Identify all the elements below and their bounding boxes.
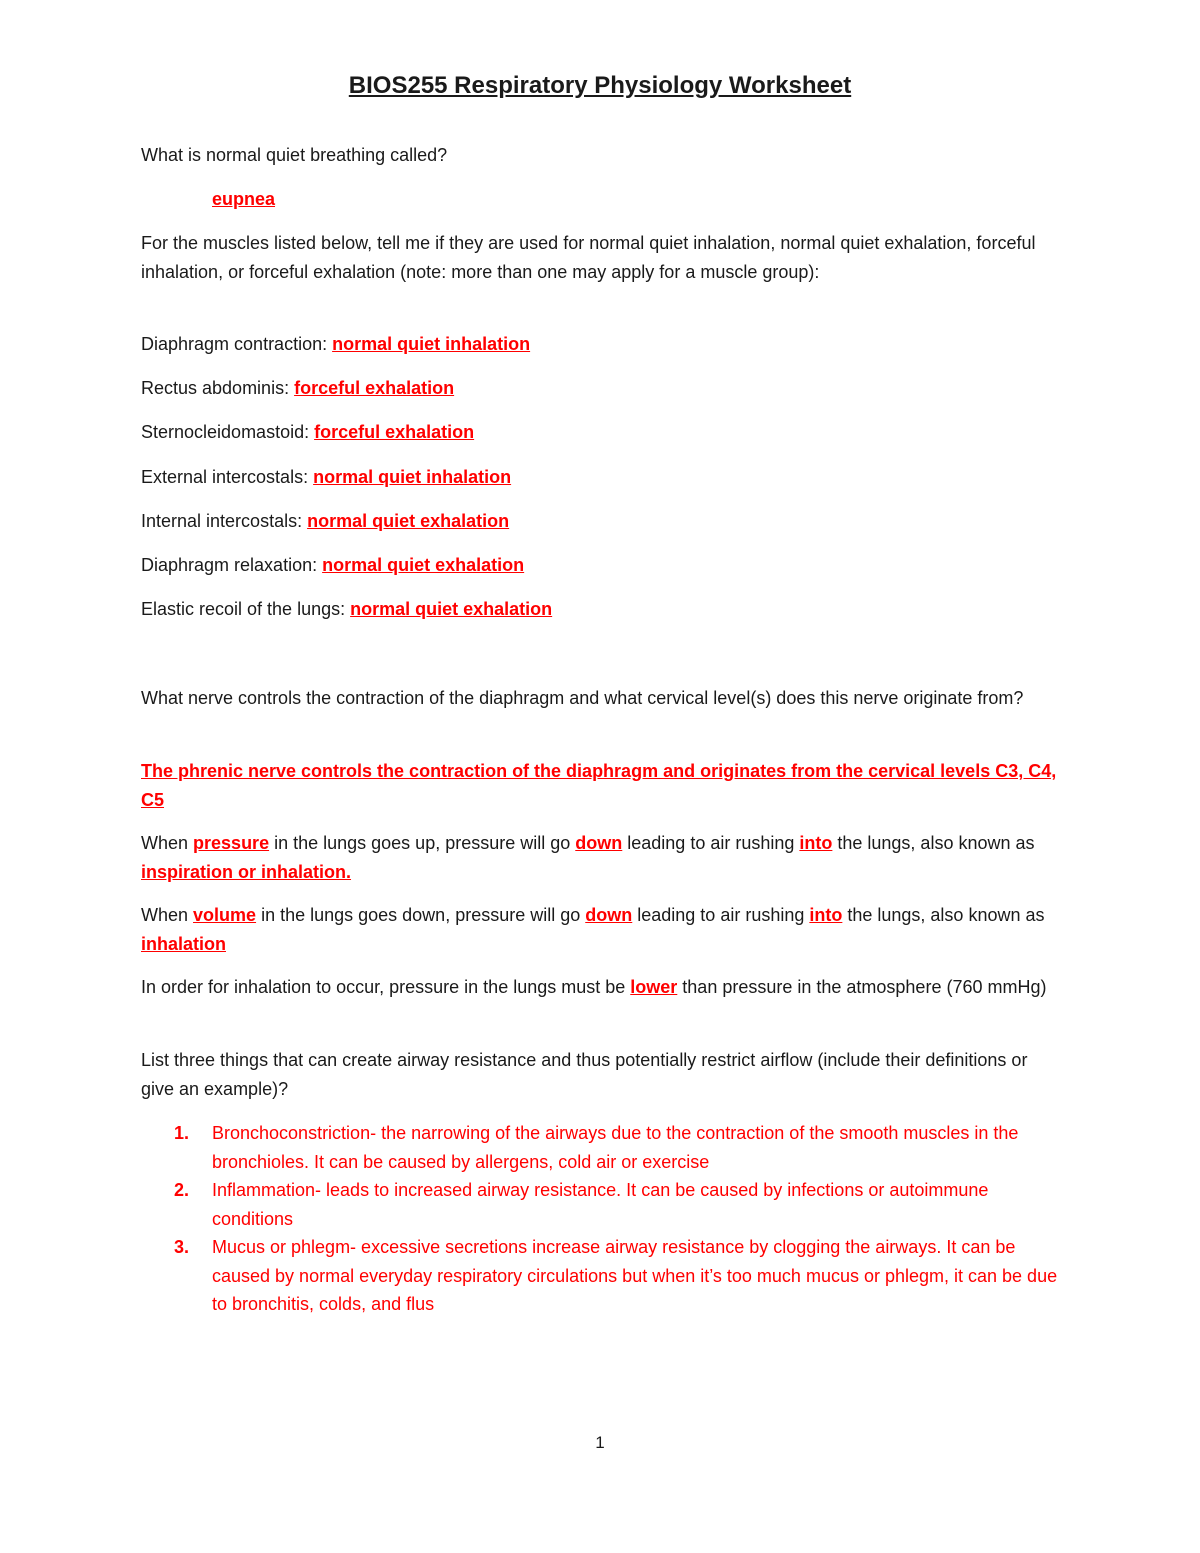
muscle-label: Diaphragm relaxation: — [141, 555, 323, 575]
muscle-row — [141, 330, 1061, 359]
question-phrenic-nerve: What nerve controls the contraction of the diaphragm and what cervical level(s) does this nerve originate from? — [141, 688, 1024, 708]
sentence-pressure — [141, 829, 1061, 887]
muscle-row — [141, 595, 1061, 624]
question-quiet-breathing: What is normal quiet breathing called? — [141, 145, 448, 165]
sentence-text: in the lungs goes down, pressure will go — [256, 905, 586, 925]
sentence-inhalation — [141, 973, 1061, 1002]
sentence-text: When — [141, 905, 194, 925]
muscle-answer: forceful exhalation — [294, 378, 455, 398]
answer-blank: inhalation — [141, 934, 226, 954]
list-item — [141, 1233, 1061, 1319]
answer-blank: inspiration or inhalation. — [141, 862, 352, 882]
answer-blank: down — [575, 833, 623, 853]
sentence-text: In order for inhalation to occur, pressure in the lungs must be — [141, 977, 631, 997]
answer-phrenic-nerve — [141, 757, 1061, 815]
answer-text: eupnea — [212, 189, 276, 209]
muscles-instructions: For the muscles listed below, tell me if they are used for normal quiet inhalation, normal quiet exhalation, forceful inhalation, or forceful exhalation (note: more than one may apply for a muscle group): — [141, 233, 1036, 282]
answer-blank: lower — [630, 977, 678, 997]
muscle-label: Sternocleidomastoid: — [141, 422, 315, 442]
sentence-text: than pressure in the atmosphere (760 mmHg) — [677, 977, 1047, 997]
muscle-answer: normal quiet inhalation — [313, 467, 512, 487]
sentence-text: the lungs, also known as — [832, 833, 1035, 853]
muscle-answer: normal quiet exhalation — [350, 599, 553, 619]
list-item-text: Bronchoconstriction- the narrowing of the airways due to the contraction of the smooth muscles in the bronchioles. It can be caused by allergens, cold air or exercise — [212, 1123, 1019, 1172]
muscle-row — [141, 418, 1061, 447]
sentence-text: the lungs, also known as — [842, 905, 1045, 925]
muscle-label: Elastic recoil of the lungs: — [141, 599, 351, 619]
list-item-text: Mucus or phlegm- excessive secretions increase airway resistance by clogging the airways. It can be caused by normal everyday respiratory circulations but when it’s too much mucus or phlegm, it can be due to bronchitis, colds, and flus — [212, 1237, 1058, 1314]
muscle-row — [141, 551, 1061, 580]
answer-blank: into — [809, 905, 843, 925]
answer-text: The phrenic nerve controls the contraction of the diaphragm and originates from the cervical levels C3, C4, C5 — [141, 761, 1057, 810]
muscle-label: External intercostals: — [141, 467, 314, 487]
muscle-label: Rectus abdominis: — [141, 378, 295, 398]
list-item-text: Inflammation- leads to increased airway resistance. It can be caused by infections or autoimmune conditions — [212, 1180, 989, 1229]
muscle-row — [141, 374, 1061, 403]
list-item — [141, 1119, 1061, 1176]
muscle-label: Diaphragm contraction: — [141, 334, 333, 354]
muscle-row — [141, 507, 1061, 536]
answer-blank: pressure — [193, 833, 270, 853]
list-number: 1. — [174, 1123, 190, 1143]
sentence-text: in the lungs goes up, pressure will go — [269, 833, 576, 853]
question-airway-resistance: List three things that can create airway resistance and thus potentially restrict airflow (include their definitions or give an example)? — [141, 1050, 1028, 1099]
answer-blank: into — [799, 833, 833, 853]
muscle-answer: normal quiet inhalation — [332, 334, 531, 354]
page-number: 1 — [595, 1433, 605, 1452]
answer-quiet-breathing — [212, 185, 1132, 214]
sentence-text: When — [141, 833, 194, 853]
list-item — [141, 1176, 1061, 1233]
worksheet-title: BIOS255 Respiratory Physiology Worksheet — [348, 72, 852, 99]
sentence-text: leading to air rushing — [622, 833, 800, 853]
muscle-answer: normal quiet exhalation — [322, 555, 525, 575]
resistance-list — [141, 1119, 1061, 1319]
list-number: 3. — [174, 1237, 190, 1257]
answer-blank: volume — [193, 905, 257, 925]
muscle-row — [141, 463, 1061, 492]
muscle-label: Internal intercostals: — [141, 511, 308, 531]
sentence-volume — [141, 901, 1061, 959]
answer-blank: down — [585, 905, 633, 925]
muscle-answer: normal quiet exhalation — [307, 511, 510, 531]
sentence-text: leading to air rushing — [632, 905, 810, 925]
muscle-answer: forceful exhalation — [314, 422, 475, 442]
list-number: 2. — [174, 1180, 190, 1200]
